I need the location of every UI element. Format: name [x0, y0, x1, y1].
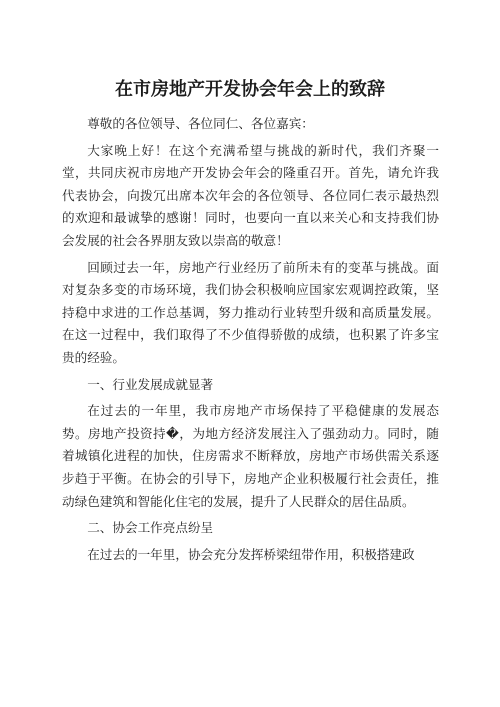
paragraph-review: 回顾过去一年，房地产行业经历了前所未有的变革与挑战。面对复杂多变的市场环境，我们协会积极响应国家宏观调控政策，坚持稳中求进的工作总基调，努力推动行业转型升级和高质量发展。在这一过程中，我们取得了不少值得骄傲的成绩，也积累了许多宝贵的经验。 — [62, 259, 439, 365]
document-title: 在市房地产开发协会年会上的致辞 — [115, 79, 385, 100]
paragraph-opening: 大家晚上好！在这个充满希望与挑战的新时代，我们齐聚一堂，共同庆祝市房地产开发协会年会的隆重召开。首先，请允许我代表协会，向拨冗出席本次年会的各位领导、各位同仁表示最热烈的欢迎和最诚挚的感谢！同时，也要向一直以来关心和支持我们协会发展的社会各界朋友致以崇高的敬意！ — [62, 142, 439, 248]
paragraph-achievements: 在过去的一年里，我市房地产市场保持了平稳健康的发展态势。房地产投资持�，为地方经济发展注入了强劲动力。同时，随着城镇化进程的加快，住房需求不断释放，房地产市场供需关系逐步趋于平衡。在协会的引导下，房地产企业积极履行社会责任，推动绿色建筑和智能化住宅的发展，提升了人民群众的居住品质。 — [62, 403, 439, 509]
section-heading-highlights: 二、协会工作亮点纷呈 — [87, 520, 214, 536]
paragraph-highlights: 在过去的一年里，协会充分发挥桥梁纽带作用，积极搭建政 — [87, 546, 415, 562]
document-body — [62, 113, 439, 570]
section-heading-achievements: 一、行业发展成就显著 — [87, 376, 214, 392]
salutation: 尊敬的各位领导、各位同仁、各位嘉宾： — [87, 116, 314, 131]
